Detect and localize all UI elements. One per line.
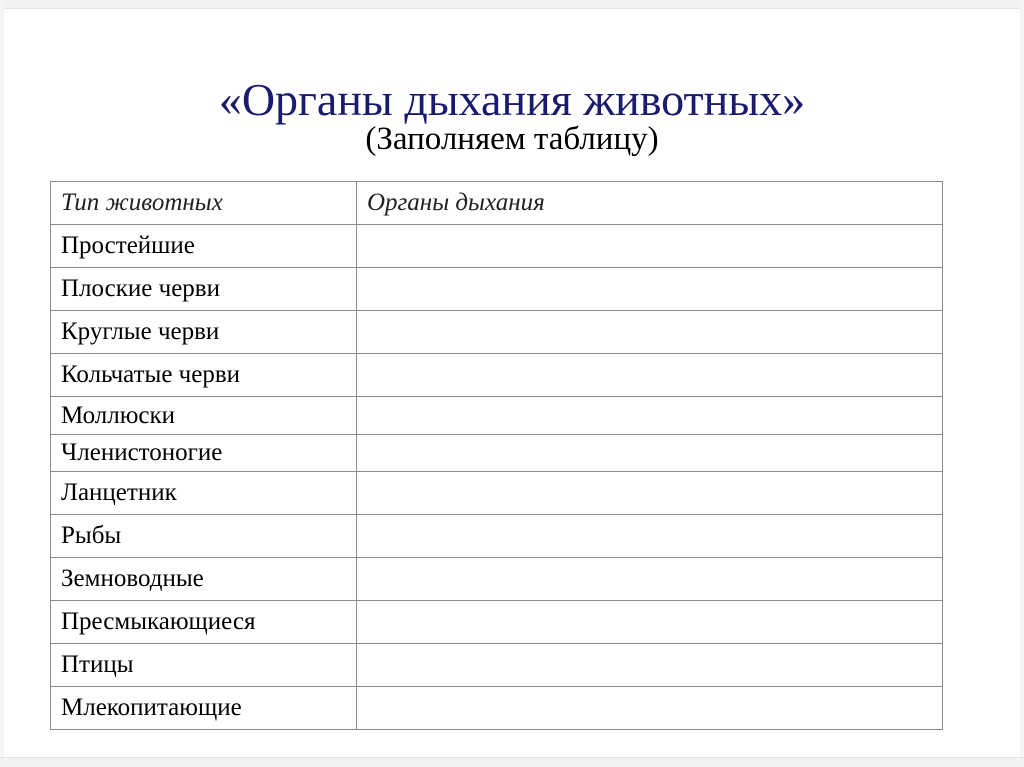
animal-type-cell: Ланцетник: [51, 472, 357, 515]
table-header-row: [51, 182, 943, 225]
organs-cell[interactable]: [357, 354, 943, 397]
header-respiratory-organs: Органы дыхания: [357, 182, 943, 225]
slide-frame-bottom: [0, 757, 1024, 767]
table-row: [51, 225, 943, 268]
table-row: [51, 472, 943, 515]
table-row: [51, 687, 943, 730]
organs-cell[interactable]: [357, 515, 943, 558]
organs-cell[interactable]: [357, 472, 943, 515]
organs-cell[interactable]: [357, 311, 943, 354]
organs-cell[interactable]: [357, 558, 943, 601]
organs-cell[interactable]: [357, 601, 943, 644]
animal-type-cell: Млекопитающие: [51, 687, 357, 730]
table-row: [51, 268, 943, 311]
animal-type-cell: Плоские черви: [51, 268, 357, 311]
animal-type-cell: Рыбы: [51, 515, 357, 558]
organs-cell[interactable]: [357, 268, 943, 311]
animal-type-cell: Земноводные: [51, 558, 357, 601]
organs-cell[interactable]: [357, 225, 943, 268]
slide-frame-top: [0, 0, 1024, 9]
table-row: [51, 397, 943, 435]
table-row: [51, 644, 943, 687]
header-animal-type: Тип животных: [51, 182, 357, 225]
table-row: [51, 558, 943, 601]
table-row: [51, 354, 943, 397]
organs-cell[interactable]: [357, 644, 943, 687]
animal-type-cell: Круглые черви: [51, 311, 357, 354]
organs-cell[interactable]: [357, 397, 943, 435]
animal-type-cell: Пресмыкающиеся: [51, 601, 357, 644]
table-row: [51, 601, 943, 644]
table-row: [51, 435, 943, 472]
organs-cell[interactable]: [357, 435, 943, 472]
animal-type-cell: Кольчатые черви: [51, 354, 357, 397]
animal-type-cell: Птицы: [51, 644, 357, 687]
animal-type-cell: Простейшие: [51, 225, 357, 268]
animal-type-cell: Членистоногие: [51, 435, 357, 472]
slide-title: «Органы дыхания животных»: [218, 74, 806, 125]
organs-cell[interactable]: [357, 687, 943, 730]
table-row: [51, 311, 943, 354]
respiratory-organs-table: [50, 181, 943, 730]
table-row: [51, 515, 943, 558]
animal-type-cell: Моллюски: [51, 397, 357, 435]
slide-subtitle: (Заполняем таблицу): [365, 121, 659, 157]
